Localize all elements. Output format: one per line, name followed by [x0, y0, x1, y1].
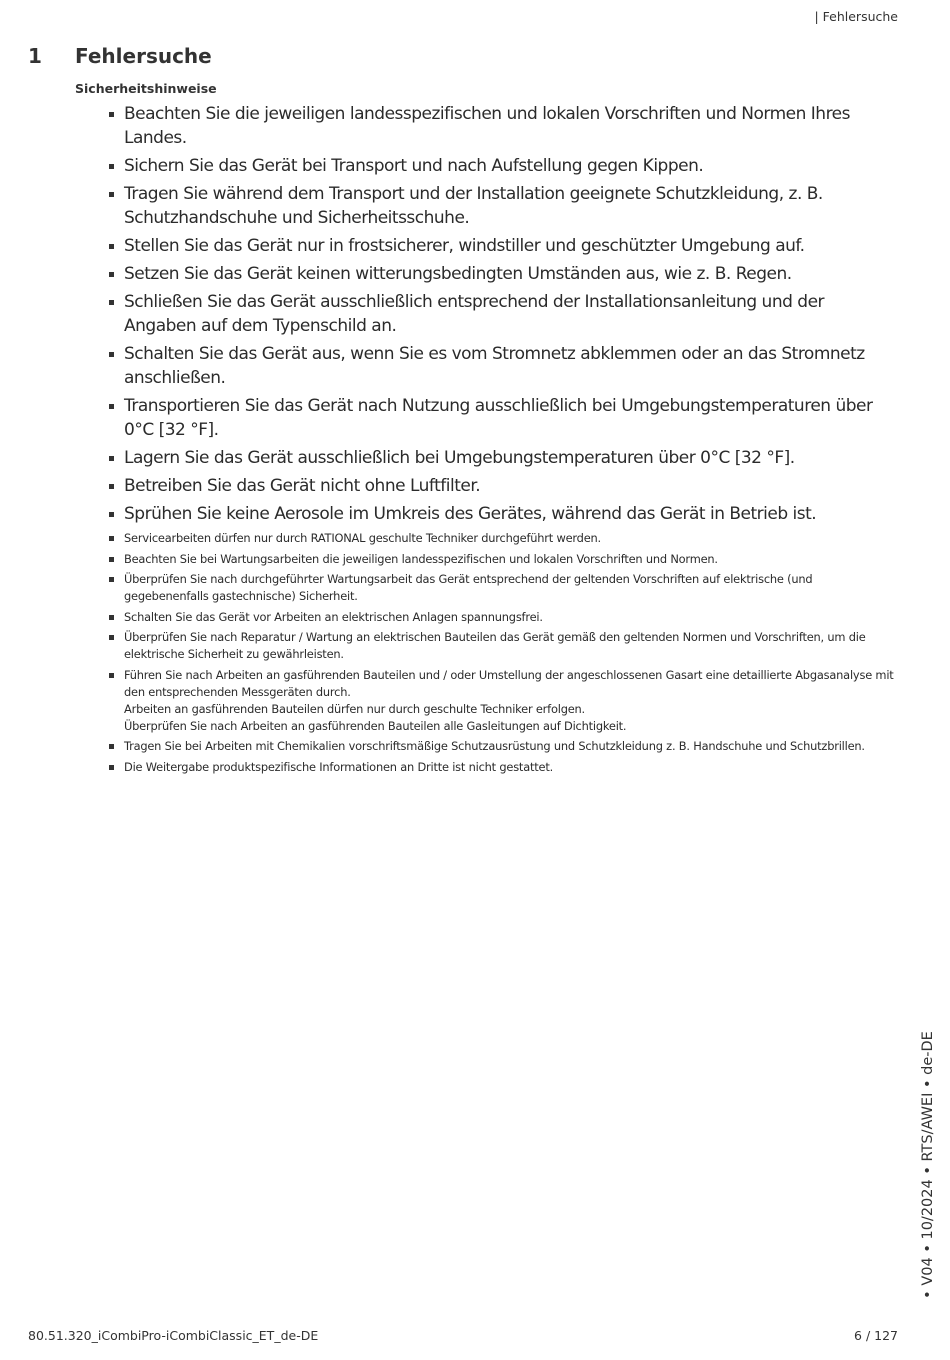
chapter-title: Fehlersuche — [75, 44, 212, 68]
running-header-section: | Fehlersuche — [814, 9, 898, 24]
footer-document-id: 80.51.320_iCombiPro-iCombiClassic_ET_de-DE — [28, 1328, 319, 1343]
list-item: Stellen Sie das Gerät nur in frostsicherer, windstiller und geschützter Umgebung auf. — [108, 234, 900, 258]
list-item: Schalten Sie das Gerät vor Arbeiten an elektrischen Anlagen spannungsfrei. — [108, 609, 900, 626]
safety-instructions-small-list — [108, 530, 900, 779]
vertical-version-info: • V04 • 10/2024 • RTS/AWEI • de-DE — [920, 1031, 936, 1299]
section-heading-safety: Sicherheitshinweise — [75, 81, 217, 96]
chapter-number: 1 — [28, 44, 42, 68]
list-item: Transportieren Sie das Gerät nach Nutzung ausschließlich bei Umgebungstemperaturen über 0°C [32 °F]. — [108, 394, 900, 442]
list-item: Überprüfen Sie nach Reparatur / Wartung an elektrischen Bauteilen das Gerät gemäß den geltenden Normen und Vorschriften, um die elektrische Sicherheit zu gewährleisten. — [108, 629, 900, 663]
safety-instructions-large-list — [108, 102, 900, 530]
list-item: Schließen Sie das Gerät ausschließlich entsprechend der Installationsanleitung und der Angaben auf dem Typenschild an. — [108, 290, 900, 338]
list-item: Beachten Sie die jeweiligen landesspezifischen und lokalen Vorschriften und Normen Ihres Landes. — [108, 102, 900, 150]
footer-page-number: 6 / 127 — [854, 1328, 898, 1343]
list-item: Lagern Sie das Gerät ausschließlich bei Umgebungstemperaturen über 0°C [32 °F]. — [108, 446, 900, 470]
list-item: Tragen Sie während dem Transport und der Installation geeignete Schutzkleidung, z. B. Schutzhandschuhe und Sicherheitsschuhe. — [108, 182, 900, 230]
list-item: Beachten Sie bei Wartungsarbeiten die jeweiligen landesspezifischen und lokalen Vorschriften und Normen. — [108, 551, 900, 568]
list-item: Überprüfen Sie nach durchgeführter Wartungsarbeit das Gerät entsprechend der geltenden Vorschriften auf elektrische (und gegebenenfalls gastechnische) Sicherheit. — [108, 571, 900, 605]
list-item: Schalten Sie das Gerät aus, wenn Sie es vom Stromnetz abklemmen oder an das Stromnetz anschließen. — [108, 342, 900, 390]
list-item: Die Weitergabe produktspezifische Informationen an Dritte ist nicht gestattet. — [108, 759, 900, 776]
list-item: Sprühen Sie keine Aerosole im Umkreis des Gerätes, während das Gerät in Betrieb ist. — [108, 502, 900, 526]
list-item: Betreiben Sie das Gerät nicht ohne Luftfilter. — [108, 474, 900, 498]
list-item: Sichern Sie das Gerät bei Transport und nach Aufstellung gegen Kippen. — [108, 154, 900, 178]
list-item: Setzen Sie das Gerät keinen witterungsbedingten Umständen aus, wie z. B. Regen. — [108, 262, 900, 286]
list-item: Tragen Sie bei Arbeiten mit Chemikalien vorschriftsmäßige Schutzausrüstung und Schutzkleidung z. B. Handschuhe und Schutzbrillen. — [108, 738, 900, 755]
list-item: Servicearbeiten dürfen nur durch RATIONAL geschulte Techniker durchgeführt werden. — [108, 530, 900, 547]
chapter-heading — [28, 44, 908, 68]
list-item: Führen Sie nach Arbeiten an gasführenden Bauteilen und / oder Umstellung der angeschlossenen Gasart eine detaillierte Abgasanalyse mit den entsprechenden Messgeräten durch. Arbeiten an gasführenden Bauteilen dürfen nur durch geschulte Techniker erfolgen. Überprüfen Sie nach Arbeiten an gasführenden Bauteilen alle Gasleitungen auf Dichtigkeit. — [108, 667, 900, 735]
